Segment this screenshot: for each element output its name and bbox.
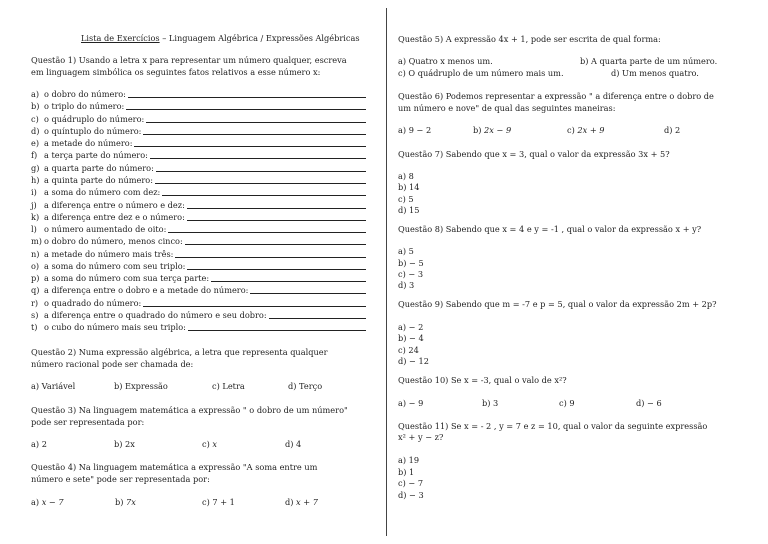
q1-item-letter: m) — [31, 236, 42, 247]
q1-item-text: o quádruplo do número: — [44, 113, 145, 124]
q3-option-b[interactable] — [114, 439, 135, 449]
q1-item-text: a quinta parte do número: — [44, 174, 153, 185]
q1-answer-blank[interactable] — [128, 88, 366, 98]
q1-item — [31, 284, 366, 296]
q1-item-letter: k) — [31, 211, 40, 222]
q3-option-d[interactable] — [285, 439, 301, 449]
page-title — [81, 33, 360, 43]
q4-option-d-label: d) — [285, 497, 297, 507]
q2-option-c[interactable]: c) Letra — [212, 381, 245, 391]
q11-option-a[interactable]: a) 19 — [398, 455, 420, 465]
q1-answer-blank[interactable] — [143, 125, 366, 135]
q5-option-c[interactable]: c) O quádruplo de um número mais um. — [398, 68, 564, 78]
q1-answer-blank[interactable] — [156, 162, 366, 172]
q9-option-c[interactable]: c) 24 — [398, 345, 419, 355]
q1-answer-blank[interactable] — [155, 174, 366, 184]
q1-item-letter: c) — [31, 113, 39, 124]
q11-option-c[interactable]: c) − 7 — [398, 478, 424, 488]
q1-item — [31, 149, 366, 161]
q1-item — [31, 297, 366, 309]
q9-option-b[interactable]: b) − 4 — [398, 333, 424, 343]
q1-item-text: a diferença entre o número e dez: — [44, 199, 185, 210]
q6-option-a-label: a) — [398, 125, 409, 135]
q1-item — [31, 113, 366, 125]
q3-option-c[interactable] — [202, 439, 217, 449]
q1-item — [31, 186, 366, 198]
q4-line2: número e sete" pode ser representada por: — [31, 474, 210, 484]
q1-item — [31, 137, 366, 149]
q1-item-text: a soma do número com sua terça parte: — [44, 273, 210, 284]
q3-option-d-label: d) — [285, 439, 297, 449]
q1-item-letter: i) — [31, 187, 37, 198]
q1-item-text: a metade do número: — [44, 138, 133, 149]
q6-option-a[interactable] — [398, 125, 431, 135]
q7-option-b[interactable]: b) 14 — [398, 182, 420, 192]
q1-answer-blank[interactable] — [150, 149, 366, 159]
q1-item-letter: s) — [31, 310, 39, 321]
q1-item-text: a diferença entre dez e o número: — [44, 211, 185, 222]
q1-item-text: o número aumentado de oito: — [44, 224, 167, 235]
q3-option-c-label: c) — [202, 439, 213, 449]
q1-item — [31, 235, 366, 247]
q4-option-a-value: x − 7 — [41, 497, 64, 507]
q1-item-letter: n) — [31, 248, 40, 259]
q1-answer-blank[interactable] — [187, 211, 366, 221]
q1-item — [31, 199, 366, 211]
q1-item — [31, 211, 366, 223]
q3-option-a-value: 2 — [41, 439, 47, 449]
q2-option-a[interactable]: a) Variável — [31, 381, 76, 391]
q1-item-letter: a) — [31, 89, 40, 99]
q4-option-c-label: c) — [202, 497, 213, 507]
q1-item-text: o dobro do número, menos cinco: — [44, 236, 183, 247]
q1-answer-blank[interactable] — [168, 223, 366, 233]
q1-answer-blank[interactable] — [185, 235, 366, 245]
q1-item-text: o quíntuplo do número: — [44, 125, 142, 136]
q5-question: Questão 5) A expressão 4x + 1, pode ser escrita de qual forma: — [398, 34, 661, 44]
q3-line1: Questão 3) Na linguagem matemática a expressão " o dobro de um número" — [31, 405, 348, 415]
q1-answer-blank[interactable] — [211, 272, 366, 282]
q8-option-c[interactable]: c) − 3 — [398, 269, 424, 279]
q1-answer-blank[interactable] — [126, 100, 366, 110]
q1-item-letter: h) — [31, 174, 40, 185]
q4-option-c[interactable] — [202, 497, 235, 507]
q9-question: Questão 9) Sabendo que m = -7 e p = 5, qual o valor da expressão 2m + 2p? — [398, 299, 717, 309]
q5-option-d[interactable]: d) Um menos quatro. — [611, 68, 699, 78]
q6-option-a-value: 9 − 2 — [408, 125, 432, 135]
q1-item-letter: l) — [31, 224, 37, 235]
q2-line2: número racional pode ser chamada de: — [31, 359, 194, 369]
q3-option-b-label: b) — [114, 439, 126, 449]
q1-item-letter: b) — [31, 101, 40, 112]
q1-item — [31, 321, 366, 333]
q1-item — [31, 309, 366, 321]
q8-option-d[interactable]: d) 3 — [398, 280, 415, 290]
q7-question: Questão 7) Sabendo que x = 3, qual o valor da expressão 3x + 5? — [398, 149, 670, 159]
q4-option-b-label: b) — [115, 497, 127, 507]
q7-option-d[interactable]: d) 15 — [398, 205, 420, 215]
q1-answer-blank[interactable] — [250, 284, 366, 294]
q3-line2: pode ser representada por: — [31, 417, 145, 427]
q3-option-c-value: x — [212, 439, 218, 449]
q1-item-letter: q) — [31, 285, 40, 296]
q1-answer-blank[interactable] — [175, 248, 366, 258]
q5-option-a[interactable]: a) Quatro x menos um. — [398, 56, 493, 66]
q10-option-c[interactable]: c) 9 — [559, 398, 575, 408]
q10-option-a[interactable]: a) − 9 — [398, 398, 424, 408]
q3-option-b-value: 2x — [125, 439, 135, 449]
q1-item — [31, 260, 366, 272]
q11-line1: Questão 11) Se x = - 2 , y = 7 e z = 10, qual o valor da seguinte expressão — [398, 421, 708, 431]
q1-item-text: a metade do número mais três: — [44, 248, 174, 259]
q1-item — [31, 174, 366, 186]
q1-answer-blank[interactable] — [269, 309, 366, 319]
q10-option-d[interactable]: d) − 6 — [636, 398, 662, 408]
q9-option-d[interactable]: d) − 12 — [398, 356, 429, 366]
q2-line1: Questão 2) Numa expressão algébrica, a letra que representa qualquer — [31, 347, 328, 357]
q6-line1: Questão 6) Podemos representar a expressão " a diferença entre o dobro de — [398, 91, 714, 101]
q3-option-d-value: 4 — [296, 439, 302, 449]
q1-item-letter: e) — [31, 138, 40, 149]
q5-option-b[interactable]: b) A quarta parte de um número. — [580, 56, 718, 66]
q10-question: Questão 10) Se x = -3, qual o valo de x²? — [398, 375, 567, 385]
q11-option-d[interactable]: d) − 3 — [398, 490, 424, 500]
q6-option-d-value: 2 — [675, 125, 681, 135]
q4-line1: Questão 4) Na linguagem matemática a expressão "A soma entre um — [31, 462, 318, 472]
q8-question: Questão 8) Sabendo que x = 4 e y = -1 , qual o valor da expressão x + y? — [398, 224, 702, 234]
q1-line1: Questão 1) Usando a letra x para representar um número qualquer, escreva — [31, 55, 347, 65]
q11-line2: x² + y − z? — [398, 432, 444, 442]
q2-option-b[interactable]: b) Expressão — [114, 381, 168, 391]
q1-item — [31, 88, 366, 100]
q3-option-a-label: a) — [31, 439, 42, 449]
q1-answer-blank[interactable] — [188, 321, 366, 331]
q1-line2: em linguagem simbólica os seguintes fatos relativos a esse número x: — [31, 67, 321, 77]
q3-option-a[interactable] — [31, 439, 47, 449]
q8-option-b[interactable]: b) − 5 — [398, 258, 424, 268]
q1-item-text: a quarta parte do número: — [44, 162, 154, 173]
q1-answer-blank[interactable] — [146, 113, 366, 123]
q1-item — [31, 272, 366, 284]
q1-item — [31, 100, 366, 112]
q6-option-d-label: d) — [664, 125, 676, 135]
q2-option-d[interactable]: d) Terço — [288, 381, 323, 391]
q1-item-letter: r) — [31, 297, 39, 308]
q1-answer-blank[interactable] — [134, 137, 366, 147]
q6-option-b[interactable] — [473, 125, 511, 135]
q1-answer-blank[interactable] — [143, 297, 366, 307]
q1-answer-blank[interactable] — [187, 199, 366, 209]
q1-item-text: a terça parte do número: — [44, 150, 148, 161]
q10-option-b[interactable]: b) 3 — [482, 398, 499, 408]
q6-option-b-value: 2x − 9 — [484, 125, 512, 135]
q1-answer-blank[interactable] — [187, 260, 366, 270]
q6-option-c-label: c) — [567, 125, 578, 135]
q6-option-c-value: 2x + 9 — [577, 125, 605, 135]
title-rest: – Linguagem Algébrica / Expressões Algébricas — [159, 33, 360, 43]
q1-item-text: o dobro do número: — [44, 89, 126, 99]
q11-option-b[interactable]: b) 1 — [398, 467, 415, 477]
q9-option-a[interactable]: a) − 2 — [398, 322, 424, 332]
q1-item-text: a soma do número com dez: — [44, 187, 161, 198]
q4-option-d[interactable] — [285, 497, 318, 507]
q8-option-a[interactable]: a) 5 — [398, 246, 414, 256]
q1-item — [31, 248, 366, 260]
q7-option-a[interactable]: a) 8 — [398, 171, 414, 181]
title-underlined: Lista de Exercícios — [81, 33, 160, 43]
q1-answer-blank[interactable] — [162, 186, 366, 196]
q1-item-letter: t) — [31, 322, 38, 333]
q4-option-d-value: x + 7 — [296, 497, 318, 507]
q1-item-text: o cubo do número mais seu triplo: — [44, 322, 186, 333]
q6-option-d[interactable] — [664, 125, 680, 135]
q4-option-b[interactable] — [115, 497, 136, 507]
q4-option-a[interactable] — [31, 497, 64, 507]
q7-option-c[interactable]: c) 5 — [398, 194, 414, 204]
q1-item — [31, 162, 366, 174]
q1-item-letter: f) — [31, 150, 38, 161]
q1-item-text: o quadrado do número: — [44, 297, 142, 308]
q4-option-c-value: 7 + 1 — [212, 497, 235, 507]
q6-line2: um número e nove" de qual das seguintes maneiras: — [398, 103, 616, 113]
q6-option-b-label: b) — [473, 125, 485, 135]
column-divider — [386, 8, 387, 536]
q1-item-letter: p) — [31, 273, 40, 284]
q1-item-text: a soma do número com seu triplo: — [44, 260, 186, 271]
q1-item-letter: o) — [31, 260, 40, 271]
q1-item-letter: g) — [31, 162, 40, 173]
q1-item — [31, 223, 366, 235]
q1-item-text: o triplo do número: — [44, 101, 125, 112]
q6-option-c[interactable] — [567, 125, 605, 135]
q1-item-text: a diferença entre o quadrado do número e seu dobro: — [44, 310, 267, 321]
q4-option-a-label: a) — [31, 497, 42, 507]
q1-item-letter: d) — [31, 125, 40, 136]
q4-option-b-value: 7x — [126, 497, 136, 507]
q1-item-text: a diferença entre o dobro e a metade do número: — [44, 285, 249, 296]
q1-item — [31, 125, 366, 137]
q1-item-letter: j) — [31, 199, 37, 210]
